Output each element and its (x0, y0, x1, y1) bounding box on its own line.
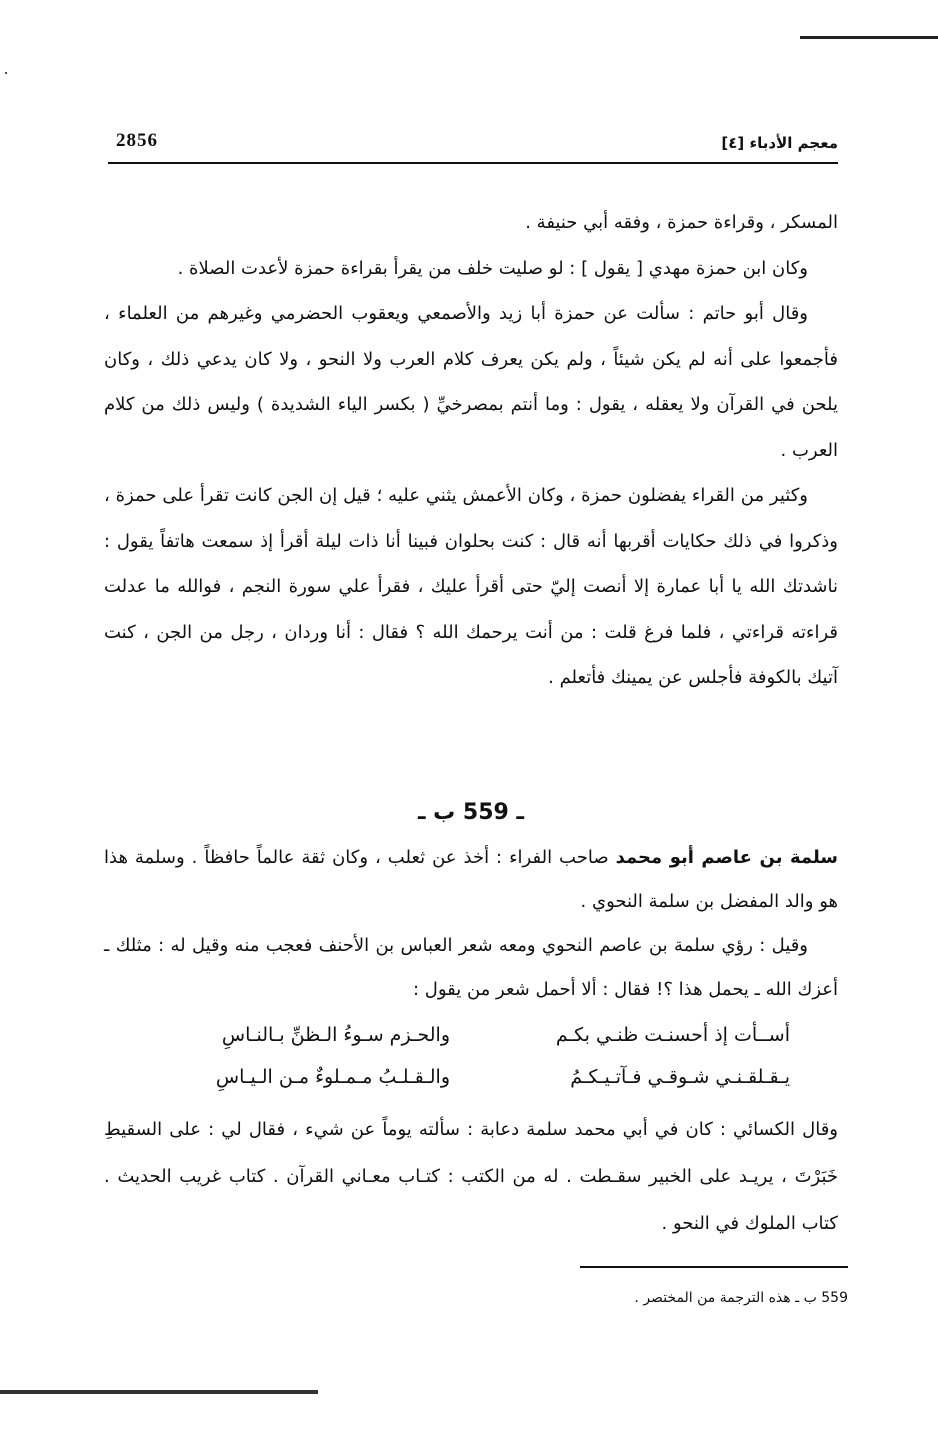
main-text-block (104, 200, 838, 701)
scan-edge-line-top (800, 36, 938, 39)
scan-speck (5, 72, 7, 74)
entry-bio-paragraph-1 (104, 836, 838, 924)
scan-edge-line-bottom (0, 1390, 318, 1394)
paragraph-2: وكان ابن حمزة مهدي [ يقول ] : لو صليت خلف من يقرأ بقراءة حمزة لأعدت الصلاة . (177, 257, 808, 279)
entry-heading: ـ 559 ب ـ (417, 800, 525, 825)
entry-bio-text-1: صاحب الفراء : أخذ عن ثعلب ، وكان ثقة عالماً حافظاً . وسلمة هذا هو والد المفضل بن سلمة النحوي . (104, 847, 838, 912)
poem-verse-1-first-hemistich: أســأت إذ أحسنـت ظنـي بكـم (555, 1024, 790, 1046)
running-title: معجم الأدباء [٤] (721, 134, 838, 152)
poem-verse-2 (150, 1066, 790, 1106)
post-poem-paragraph: وقال الكسائي : كان في أبي محمد سلمة دعابة : سألته يوماً عن شيء ، فقال لي : على السقيطِ خَبَرْتَ ، يريـد على الخبير سقـطت . له من الكتب : كتـاب معـاني القرآن . كتاب غريب الحديث . كتاب الملوك في النحو . (104, 1119, 838, 1234)
poem-verse-2-second-hemistich: والـقـلـبُ مـمـلوءٌ مـن الـيـاسِ (215, 1066, 450, 1088)
poem-verse-2-first-hemistich: يـقـلقـنـي شـوقـي فـآتـيـكـمُ (570, 1066, 790, 1088)
entry-name: سلمة بن عاصم أبو محمد (615, 847, 838, 868)
paragraph-1: المسكر ، وقراءة حمزة ، وفقه أبي حنيفة . (525, 212, 838, 233)
entry-bio-paragraph-2: وقيل : رؤي سلمة بن عاصم النحوي ومعه شعر العباس بن الأحنف فعجب منه وقيل له : مثلك ـ أعزك الله ـ يحمل هذا ؟! فقال : ألا أحمل شعر من يقول : (104, 935, 838, 1000)
poem-verse-1-second-hemistich: والحـزم سـوءُ الـظنِّ بـالنـاسِ (221, 1024, 450, 1046)
page-header (108, 128, 838, 164)
paragraph-3: وقال أبو حاتم : سألت عن حمزة أبا زيد والأصمعي ويعقوب الحضرمي وغيرهم من العلماء ، فأجمعوا على أنه لم يكن شيئاً ، ولم يكن يعرف كلام العرب ولا النحو ، ولا كان يدعي ذلك ، وكان يلحن في القرآن ولا يعقله ، يقول : وما أنتم بمصرخيِّ ( بكسر الياء الشديدة ) وليس ذلك من كلام العرب . (104, 303, 838, 461)
post-poem-text-block (104, 1106, 838, 1247)
footnote-divider (580, 1266, 848, 1268)
poem-verse-1 (150, 1024, 790, 1064)
entry-bio-block (104, 836, 838, 1012)
paragraph-4: وكثير من القراء يفضلون حمزة ، وكان الأعمش يثني عليه ؛ قيل إن الجن كانت تقرأ على حمزة ، وذكروا في ذلك حكايات أقربها أنه قال : كنت بحلوان فبينا أنا ذات ليلة أقرأ إذ سمعت هاتفاً يقول : ناشدتك الله يا أبا عمارة إلا أنصت إليّ حتى أقرأ عليك ، فقرأ علي سورة النجم ، فوالله ما عدلت قراءته قراءتي ، فلما فرغ قلت : من أنت يرحمك الله ؟ فقال : أنا وردان ، رجل من الجن ، كنت آتيك بالكوفة فأجلس عن يمينك فأتعلم . (104, 485, 838, 688)
footnote: 559 ب ـ هذه الترجمة من المختصر . (634, 1290, 848, 1306)
page-number: 2856 (116, 130, 158, 151)
